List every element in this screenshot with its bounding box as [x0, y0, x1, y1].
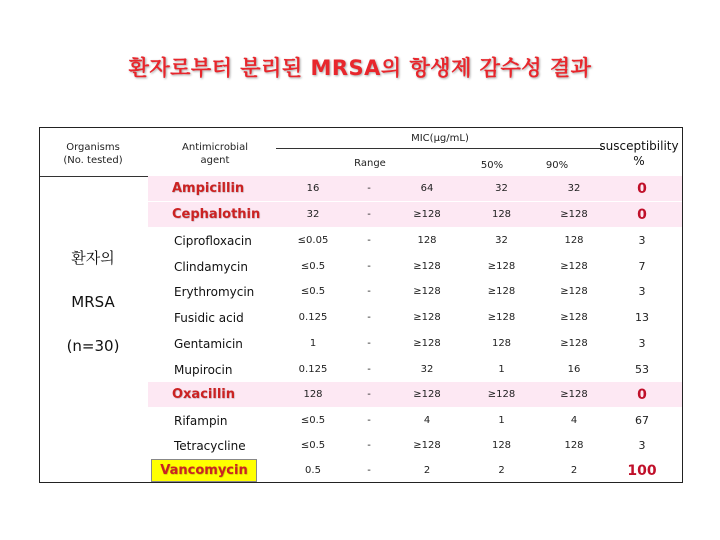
table-row	[148, 254, 683, 279]
mic-min: 16	[306, 183, 320, 194]
mic-90: 2	[570, 465, 578, 476]
p90-header: 90%	[545, 160, 569, 171]
agent-name: Erythromycin	[174, 284, 255, 299]
mic-50: 128	[491, 338, 512, 349]
mic-min: 0.5	[305, 465, 321, 476]
table-row	[148, 458, 683, 483]
range-dash: -	[367, 312, 371, 323]
mic-min: ≤0.5	[300, 286, 326, 297]
table-row	[148, 331, 683, 356]
mic-max: ≥128	[413, 338, 441, 349]
table-row	[148, 228, 683, 253]
organisms-header	[48, 141, 138, 167]
mic-50: 1	[498, 415, 505, 426]
mic-max: ≥128	[413, 312, 441, 323]
mic-50: ≥128	[487, 312, 516, 323]
mic-min: ≤0.5	[300, 440, 326, 451]
agent-name: Mupirocin	[174, 362, 233, 377]
mic-50: ≥128	[487, 261, 516, 272]
agent-name: Clindamycin	[174, 259, 248, 274]
p50-header: 50%	[480, 160, 504, 171]
mic-90: ≥128	[560, 286, 588, 297]
organisms-label: Organisms	[66, 142, 120, 153]
mic-50: 32	[495, 235, 508, 246]
table-row	[148, 357, 683, 382]
agent-name: Vancomycin	[151, 459, 257, 482]
mic-50: 1	[498, 364, 505, 375]
antimicrobial-sub-label: agent	[200, 155, 230, 166]
agent-name: Oxacillin	[172, 387, 235, 402]
mic-min: ≤0.5	[300, 415, 326, 426]
mic-max: 4	[423, 415, 431, 426]
mic-min: 0.125	[298, 364, 328, 375]
range-header: Range	[354, 158, 386, 169]
mic-max: ≥128	[413, 389, 441, 400]
agent-name: Ciprofloxacin	[174, 233, 252, 248]
antimicrobial-header	[170, 141, 260, 167]
organisms-sub-label: (No. tested)	[63, 155, 123, 166]
mic-50: ≥128	[487, 286, 516, 297]
susceptibility-value: 3	[638, 285, 646, 298]
group-line-1: 환자의	[71, 249, 115, 267]
susceptibility-value: 3	[638, 337, 646, 350]
mic-max: ≥128	[413, 261, 441, 272]
mic-90: 128	[564, 235, 584, 246]
mic-50: 32	[495, 183, 508, 194]
susceptibility-value: 7	[638, 260, 646, 273]
mic-max: 2	[423, 465, 431, 476]
mic-min: ≤0.05	[297, 235, 329, 246]
mic-90: ≥128	[560, 209, 588, 220]
range-dash: -	[367, 261, 371, 272]
susceptibility-unit: %	[633, 154, 645, 168]
mic-90: ≥128	[560, 261, 588, 272]
susceptibility-value: 13	[635, 311, 649, 324]
agent-name: Ampicillin	[172, 181, 245, 196]
susceptibility-header	[596, 139, 682, 169]
agent-name: Cephalothin	[172, 207, 261, 222]
range-dash: -	[367, 415, 371, 426]
page-title: 환자로부터 분리된 MRSA의 항생제 감수성 결과	[128, 56, 592, 80]
mic-90: 4	[570, 415, 578, 426]
table-row	[148, 382, 683, 407]
mic-header-divider	[276, 148, 602, 149]
mic-90: ≥128	[560, 338, 588, 349]
mic-min: 128	[303, 389, 323, 400]
agent-name: Rifampin	[174, 413, 228, 428]
mic-max: ≥128	[413, 209, 441, 220]
mic-50: 2	[498, 465, 505, 476]
range-dash: -	[367, 209, 371, 220]
range-dash: -	[367, 338, 371, 349]
susceptibility-value: 100	[627, 462, 657, 479]
mic-50: 128	[491, 440, 512, 451]
range-dash: -	[367, 389, 371, 400]
mic-min: 0.125	[298, 312, 328, 323]
range-dash: -	[367, 183, 371, 194]
mic-90: 16	[567, 364, 581, 375]
susceptibility-value: 3	[638, 234, 646, 247]
mic-max: ≥128	[413, 440, 441, 451]
mic-min: ≤0.5	[300, 261, 326, 272]
mic-header: MIC(μg/mL)	[411, 133, 469, 144]
table-row	[148, 202, 683, 227]
agent-name: Tetracycline	[174, 438, 246, 453]
mic-max: 32	[420, 364, 434, 375]
mic-max: 128	[417, 235, 437, 246]
susceptibility-value: 3	[638, 439, 646, 452]
range-dash: -	[367, 465, 371, 476]
mic-max: 64	[420, 183, 434, 194]
antimicrobial-label: Antimicrobial	[182, 142, 248, 153]
table-row	[148, 433, 683, 458]
table-row	[148, 408, 683, 433]
susceptibility-value: 0	[637, 386, 647, 403]
mic-table	[39, 127, 683, 483]
range-dash: -	[367, 286, 371, 297]
susceptibility-value: 0	[637, 180, 647, 197]
mic-50: 128	[491, 209, 512, 220]
range-dash: -	[367, 364, 371, 375]
agent-name: Fusidic acid	[174, 310, 244, 325]
mic-90: 32	[567, 183, 581, 194]
mic-90: 128	[564, 440, 584, 451]
range-dash: -	[367, 235, 371, 246]
group-line-2: MRSA	[71, 293, 115, 311]
mic-90: ≥128	[560, 312, 588, 323]
susceptibility-value: 0	[637, 206, 647, 223]
table-row	[148, 279, 683, 304]
mic-min: 32	[306, 209, 320, 220]
mic-min: 1	[309, 338, 317, 349]
range-dash: -	[367, 440, 371, 451]
susceptibility-value: 67	[635, 414, 649, 427]
table-row	[148, 176, 683, 201]
agent-name: Gentamicin	[174, 336, 243, 351]
mic-90: ≥128	[560, 389, 588, 400]
mic-50: ≥128	[487, 389, 516, 400]
mic-max: ≥128	[413, 286, 441, 297]
susceptibility-label: susceptibility	[599, 139, 679, 153]
susceptibility-value: 53	[635, 363, 649, 376]
group-line-3: (n=30)	[66, 337, 120, 355]
table-row	[148, 305, 683, 330]
